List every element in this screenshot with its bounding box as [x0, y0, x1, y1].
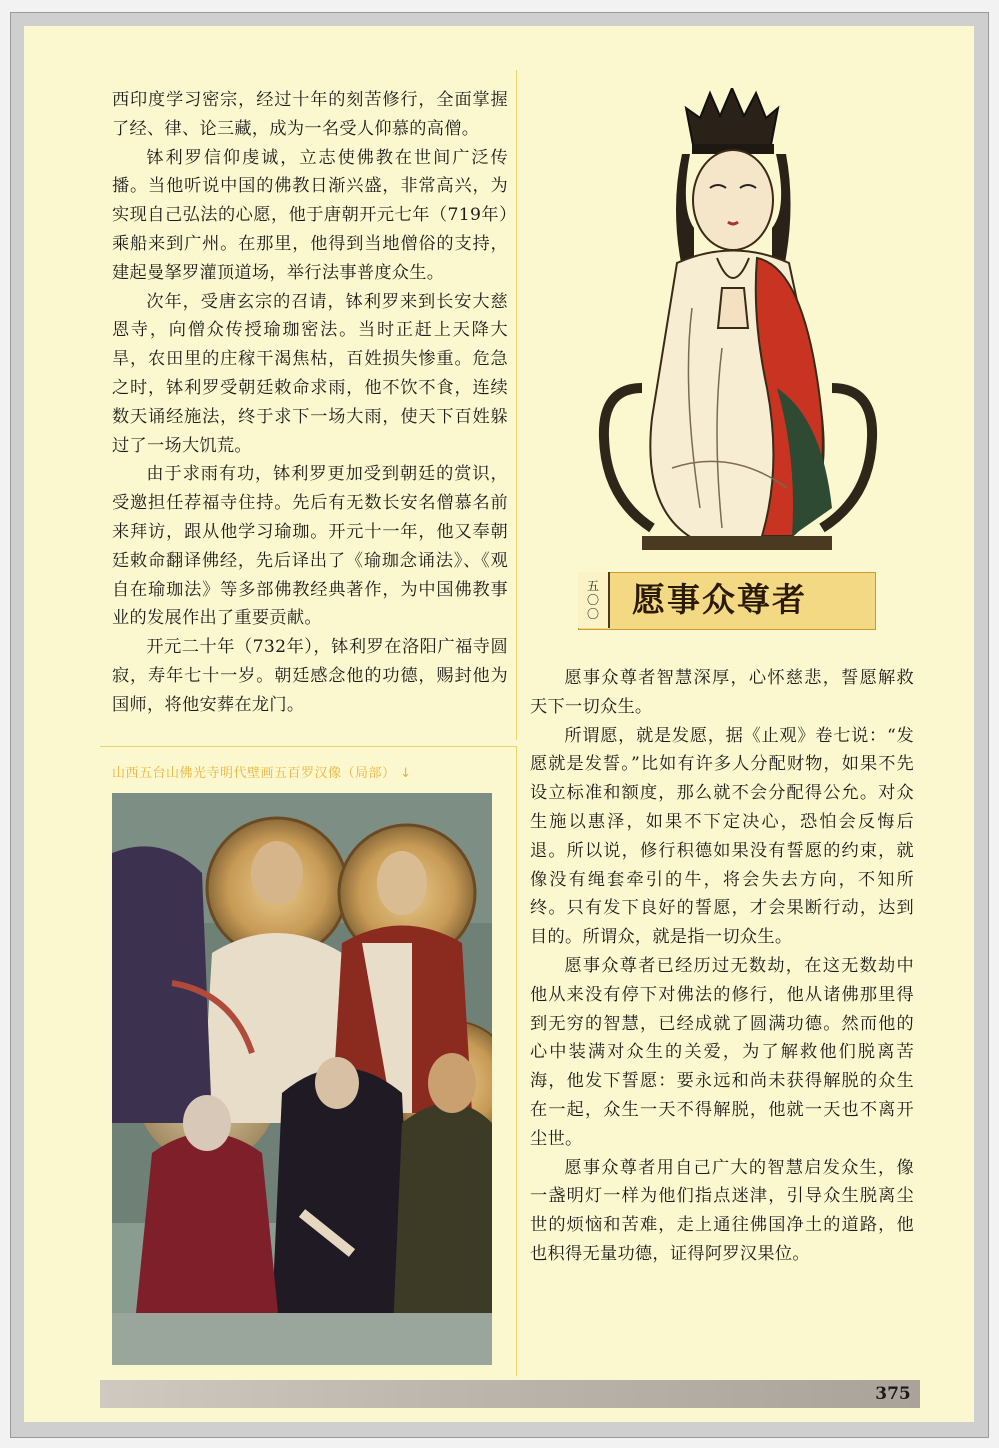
caption-divider	[100, 746, 517, 747]
page-number: 375	[875, 1384, 911, 1404]
paragraph: 钵利罗信仰虔诚，立志使佛教在世间广泛传播。当他听说中国的佛教日渐兴盛，非常高兴，为实现自己弘法的心愿，他于唐朝开元七年（719年）乘船来到广州。在那里，他得到当地僧俗的支持，建起曼拏罗灌顶道场，举行法事普度众生。	[112, 147, 508, 283]
mural-image	[112, 793, 492, 1365]
mural-illustration	[112, 793, 492, 1365]
column-divider	[516, 70, 517, 740]
section-number	[578, 572, 610, 628]
paragraph: 愿事众尊者已经历过无数劫，在这无数劫中他从来没有停下对佛法的修行，他从诸佛那里得到无穷的智慧，已经成就了圆满功德。然而他的心中装满对众生的关爱，为了解救他们脱离苦海，他发下誓愿：要永远和尚未获得解脱的众生在一起，众生一天不得解脱，他就一天也不离开尘世。	[530, 955, 914, 1149]
right-text-column	[530, 664, 914, 1269]
paragraph: 次年，受唐玄宗的召请，钵利罗来到长安大慈恩寺，向僧众传授瑜珈密法。当时正赶上天降大旱，农田里的庄稼干渴焦枯，百姓损失惨重。危急之时，钵利罗受朝廷敕命求雨，他不饮不食，连续数天诵经施法，终于求下一场大雨，使天下百姓躲过了一场大饥荒。	[112, 291, 508, 456]
paragraph: 愿事众尊者智慧深厚，心怀慈悲，誓愿解救天下一切众生。	[530, 668, 914, 717]
arhat-illustration	[582, 88, 892, 558]
paragraph: 由于求雨有功，钵利罗更加受到朝廷的赏识，受邀担任荐福寺住持。先后有无数长安名僧慕名前来拜访，跟从他学习瑜珈。开元十一年，他又奉朝廷敕命翻译佛经，先后译出了《瑜珈念诵法》、《观自在瑜珈法》等多部佛教经典著作，为中国佛教事业的发展作出了重要贡献。	[112, 464, 508, 629]
column-divider-lower	[516, 746, 517, 1376]
paragraph: 开元二十年（732年），钵利罗在洛阳广福寺圆寂，寿年七十一岁。朝廷感念他的功德，赐封他为国师，将他安葬在龙门。	[112, 637, 508, 715]
arhat-figure-drawing	[582, 88, 892, 558]
left-text-column	[112, 86, 508, 720]
paragraph: 所谓愿，就是发愿，据《止观》卷七说：“发愿就是发誓。”比如有许多人分配财物，如果不先设立标准和额度，那么就不会分配得公允。对众生施以惠泽，如果不下定决心，恐怕会反悔后退。所以说，修行积德如果没有誓愿的约束，就像没有绳套牵引的牛，将会失去方向，不知所终。只有发下良好的誓愿，才会果断行动，达到目的。所谓众，就是指一切众生。	[530, 725, 914, 948]
mural-caption: 山西五台山佛光寺明代壁画五百罗汉像（局部） ↓	[112, 766, 412, 781]
section-number-glyph: 〇	[586, 607, 599, 621]
section-number-glyph: 〇	[586, 593, 599, 607]
paragraph: 西印度学习密宗，经过十年的刻苦修行，全面掌握了经、律、论三藏，成为一名受人仰慕的高僧。	[112, 90, 508, 139]
footer-bar	[100, 1380, 920, 1408]
section-title: 愿事众尊者	[632, 580, 807, 619]
section-number-glyph: 五	[586, 579, 599, 593]
paragraph: 愿事众尊者用自己广大的智慧启发众生，像一盏明灯一样为他们指点迷津，引导众生脱离尘世的烦恼和苦难，走上通往佛国净土的道路，他也积得无量功德，证得阿罗汉果位。	[530, 1157, 914, 1264]
